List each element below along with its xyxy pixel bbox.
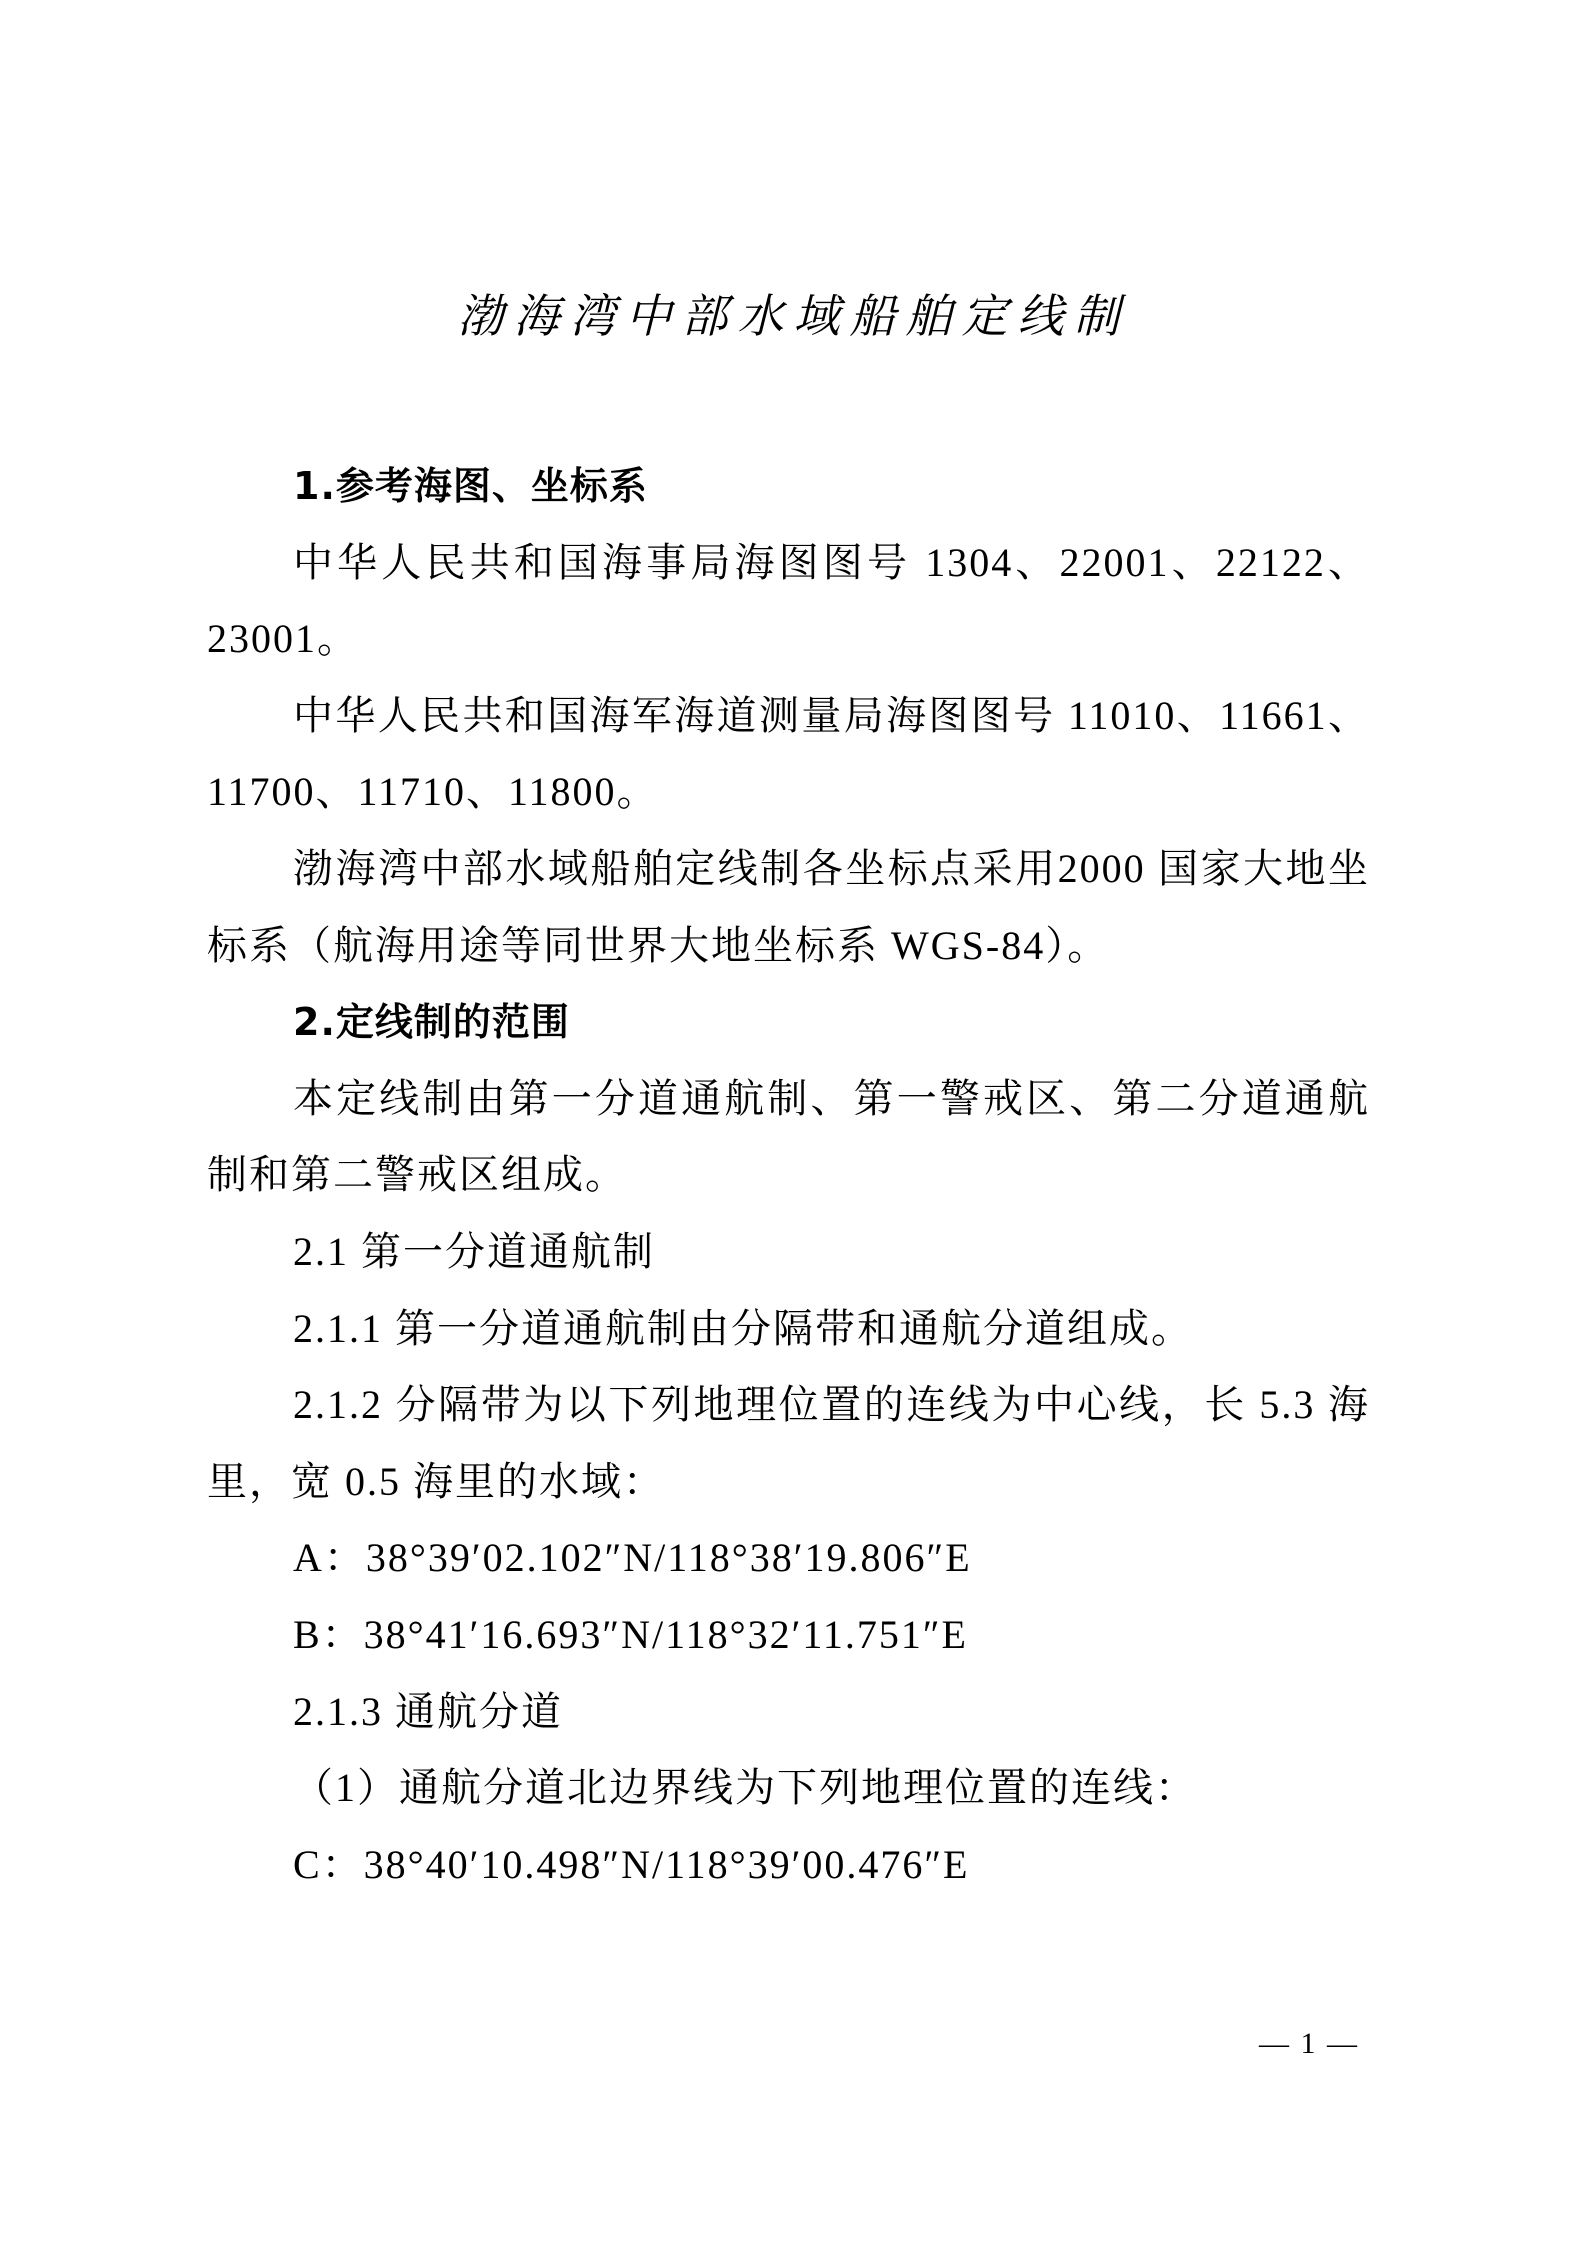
paragraph: 中华人民共和国海事局海图图号 1304、22001、22122、23001。: [207, 539, 1370, 662]
paragraph: 2.1.2 分隔带为以下列地理位置的连线为中心线，长 5.3 海里，宽 0.5 海里的水域：: [207, 1382, 1370, 1504]
paragraph: 中华人民共和国海军海道测量局海图图号 11010、11661、11700、11710、11800。: [207, 692, 1370, 815]
document-body: [207, 448, 1370, 1903]
paragraph: 本定线制由第一分道通航制、第一警戒区、第二分道通航制和第二警戒区组成。: [207, 1075, 1370, 1198]
coordinate-point: C：38°40′10.498″N/118°39′00.476″E: [293, 1841, 970, 1887]
page-number: — 1 —: [1259, 2027, 1359, 2060]
paragraph: 2.1.3 通航分道: [293, 1688, 563, 1734]
section-heading: 2.定线制的范围: [293, 1000, 570, 1045]
document-title: 渤海湾中部水域船舶定线制: [457, 289, 1130, 343]
paragraph: 2.1.1 第一分道通航制由分隔带和通航分道组成。: [293, 1305, 1193, 1351]
coordinate-point: A：38°39′02.102″N/118°38′19.806″E: [293, 1535, 972, 1581]
section-heading: 1.参考海图、坐标系: [293, 464, 648, 508]
paragraph: 2.1 第一分道通航制: [293, 1228, 655, 1274]
paragraph: 渤海湾中部水域船舶定线制各坐标点采用2000 国家大地坐标系（航海用途等同世界大地坐标系 WGS-84）。: [207, 845, 1370, 968]
coordinate-point: B：38°41′16.693″N/118°32′11.751″E: [293, 1611, 968, 1657]
paragraph: （1）通航分道北边界线为下列地理位置的连线：: [293, 1765, 1197, 1811]
